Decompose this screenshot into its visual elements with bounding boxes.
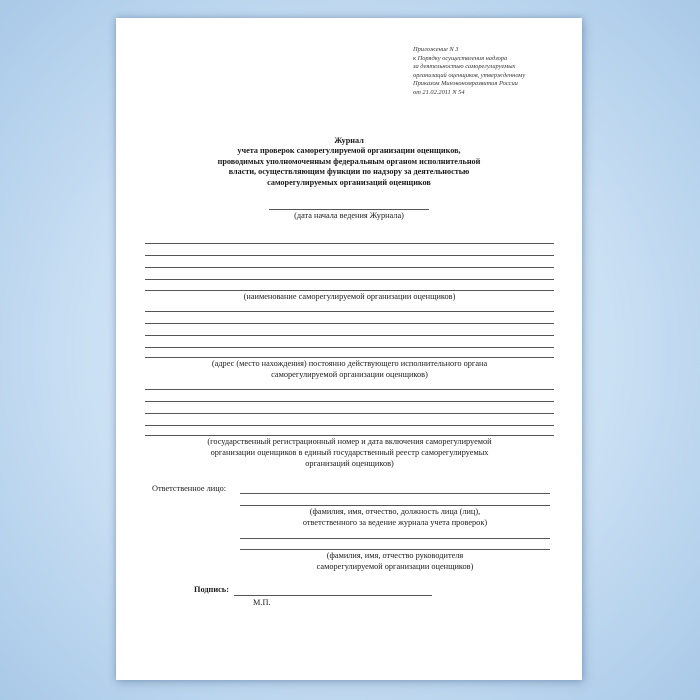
org-name-line[interactable] xyxy=(145,243,554,244)
head-caption: саморегулируемой организации оценщиков) xyxy=(316,562,474,571)
address-caption: саморегулируемой организации оценщиков) xyxy=(271,370,428,379)
annex-note xyxy=(413,46,578,98)
responsible-label: Ответственное лицо: xyxy=(152,484,227,493)
address-line[interactable] xyxy=(145,323,554,324)
registration-caption: организаций оценщиков) xyxy=(305,459,394,468)
registration-line[interactable] xyxy=(145,435,554,436)
seal-label: М.П. xyxy=(253,598,271,607)
annex-line: от 21.02.2011 N 54 xyxy=(413,88,465,96)
document-page xyxy=(116,18,582,680)
start-date-line[interactable] xyxy=(269,209,429,210)
registration-line[interactable] xyxy=(145,389,554,390)
registration-line[interactable] xyxy=(145,401,554,402)
start-date-caption: (дата начала ведения Журнала) xyxy=(294,211,404,220)
org-name-line[interactable] xyxy=(145,255,554,256)
title-line: проводимых уполномоченным федеральным органом исполнительной xyxy=(217,156,481,166)
address-caption: (адрес (место нахождения) постоянно действующего исполнительного органа xyxy=(211,359,488,368)
registration-caption: (государственный регистрационный номер и дата включения саморегулируемой xyxy=(207,437,492,446)
org-name-line[interactable] xyxy=(145,290,554,291)
responsible-line[interactable] xyxy=(240,493,550,494)
signature-label: Подпись: xyxy=(194,585,229,594)
org-name-line[interactable] xyxy=(145,267,554,268)
title-line: саморегулируемых организаций оценщиков xyxy=(267,177,431,187)
head-caption: (фамилия, имя, отчество руководителя xyxy=(326,551,464,560)
title-line: Журнал xyxy=(334,136,364,145)
responsible-line[interactable] xyxy=(240,505,550,506)
address-line[interactable] xyxy=(145,335,554,336)
registration-caption: организации оценщиков в единый государственный реестр саморегулируемых xyxy=(210,448,489,457)
title-line: учета проверок саморегулируемой организации оценщиков, xyxy=(237,146,461,156)
org-name-caption: (наименование саморегулируемой организации оценщиков) xyxy=(243,292,456,301)
document-title xyxy=(156,136,542,188)
org-name-line[interactable] xyxy=(145,279,554,280)
responsible-caption: ответственного за ведение журнала учета проверок) xyxy=(302,518,488,527)
responsible-caption: (фамилия, имя, отчество, должность лица (лиц), xyxy=(309,507,481,516)
annex-line: Приказом Минэкономразвития России xyxy=(413,80,518,88)
signature-line[interactable] xyxy=(234,595,432,596)
title-line: власти, осуществляющим функции по надзору за деятельностью xyxy=(228,167,470,177)
address-line[interactable] xyxy=(145,357,554,358)
annex-line: к Порядку осуществления надзора xyxy=(413,54,508,62)
head-line[interactable] xyxy=(240,549,550,550)
address-line[interactable] xyxy=(145,311,554,312)
annex-line: организаций оценщиков, утвержденному xyxy=(413,71,526,79)
annex-line: за деятельностью саморегулируемых xyxy=(413,63,516,71)
address-line[interactable] xyxy=(145,347,554,348)
annex-line: Приложение N 3 xyxy=(413,46,459,53)
registration-line[interactable] xyxy=(145,413,554,414)
head-line[interactable] xyxy=(240,538,550,539)
registration-line[interactable] xyxy=(145,425,554,426)
